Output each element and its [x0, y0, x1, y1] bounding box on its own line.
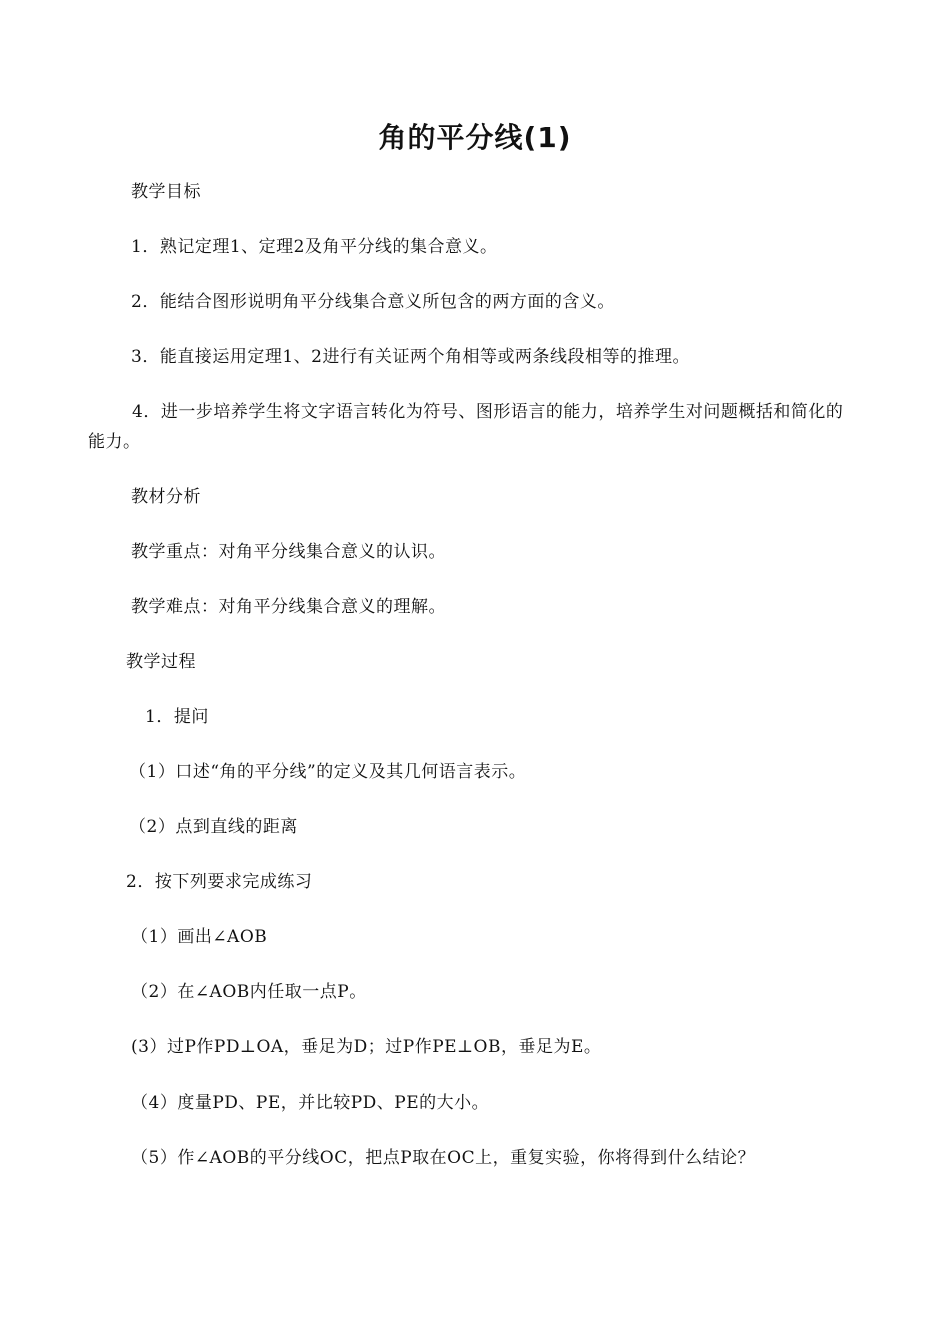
step-1-question-1: （1）口述“角的平分线”的定义及其几何语言表示。 — [129, 762, 527, 782]
objective-3: 3．能直接运用定理1、2进行有关证两个角相等或两条线段相等的推理。 — [131, 347, 690, 367]
objective-2: 2．能结合图形说明角平分线集合意义所包含的两方面的含义。 — [131, 292, 615, 312]
step-1-question-2: （2）点到直线的距离 — [129, 817, 298, 837]
step-1: 1．提问 — [145, 707, 209, 727]
process-heading: 教学过程 — [126, 652, 196, 672]
key-point: 教学重点：对角平分线集合意义的认识。 — [131, 542, 446, 562]
step-2-exercise-2: （2）在∠AOB内任取一点P。 — [131, 982, 367, 1002]
step-2-exercise-1: （1）画出∠AOB — [131, 927, 268, 947]
analysis-heading: 教材分析 — [131, 487, 201, 507]
document-title: 角的平分线(1) — [378, 121, 572, 154]
step-2-exercise-5: （5）作∠AOB的平分线OC，把点P取在OC上，重复实验，你将得到什么结论？ — [131, 1148, 756, 1168]
objective-1: 1．熟记定理1、定理2及角平分线的集合意义。 — [131, 237, 498, 257]
step-2-exercise-4: （4）度量PD、PE，并比较PD、PE的大小。 — [131, 1093, 490, 1113]
objectives-heading: 教学目标 — [131, 182, 201, 202]
step-2-exercise-3: (3）过P作PD⊥OA，垂足为D；过P作PE⊥OB，垂足为E。 — [131, 1037, 602, 1057]
objective-4: 4．进一步培养学生将文字语言转化为符号、图形语言的能力，培养学生对问题概括和简化的能力。 — [88, 402, 844, 452]
difficult-point: 教学难点：对角平分线集合意义的理解。 — [131, 597, 446, 617]
step-2: 2．按下列要求完成练习 — [126, 872, 313, 892]
